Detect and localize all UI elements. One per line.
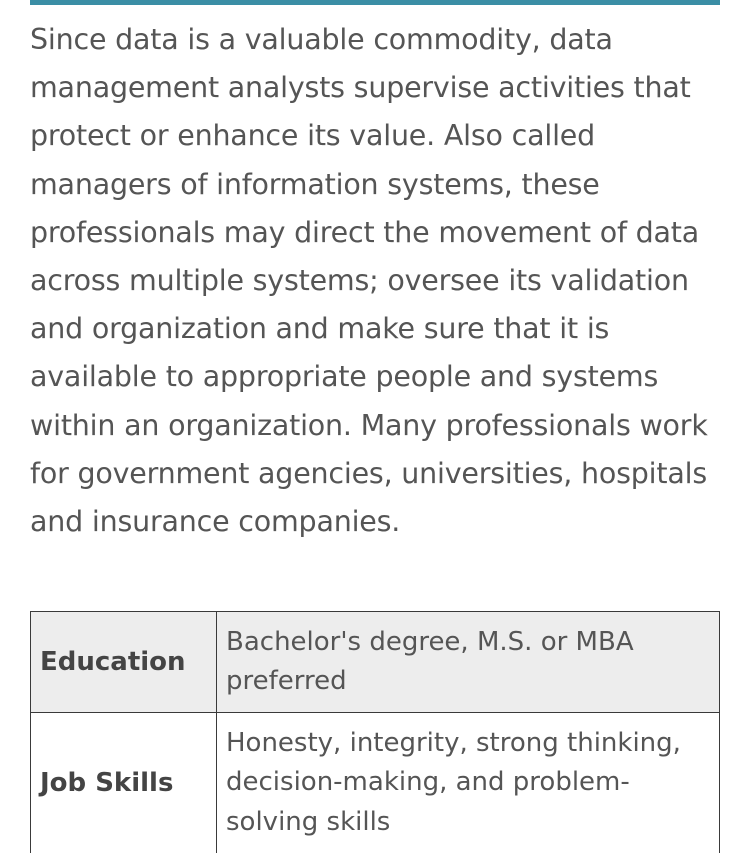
top-accent-rule: [30, 0, 720, 5]
job-skills-value: Honesty, integrity, strong thinking, decision-making, and problem-solving skills: [217, 713, 720, 853]
table-row-job-skills: [31, 713, 720, 853]
job-skills-label: Job Skills: [31, 713, 217, 853]
table-row-education: [31, 612, 720, 713]
career-info-table: [30, 611, 720, 853]
education-label: Education: [31, 612, 217, 713]
intro-paragraph: Since data is a valuable commodity, data management analysts supervise activities that protect or enhance its value. Also called managers of information systems, these professionals may direct the movement of data across multiple systems; oversee its validation and organization and make sure that it is available to appropriate people and systems within an organization. Many professionals work for government agencies, universities, hospitals and insurance companies.: [30, 23, 708, 539]
education-value: Bachelor's degree, M.S. or MBA preferred: [217, 612, 720, 713]
